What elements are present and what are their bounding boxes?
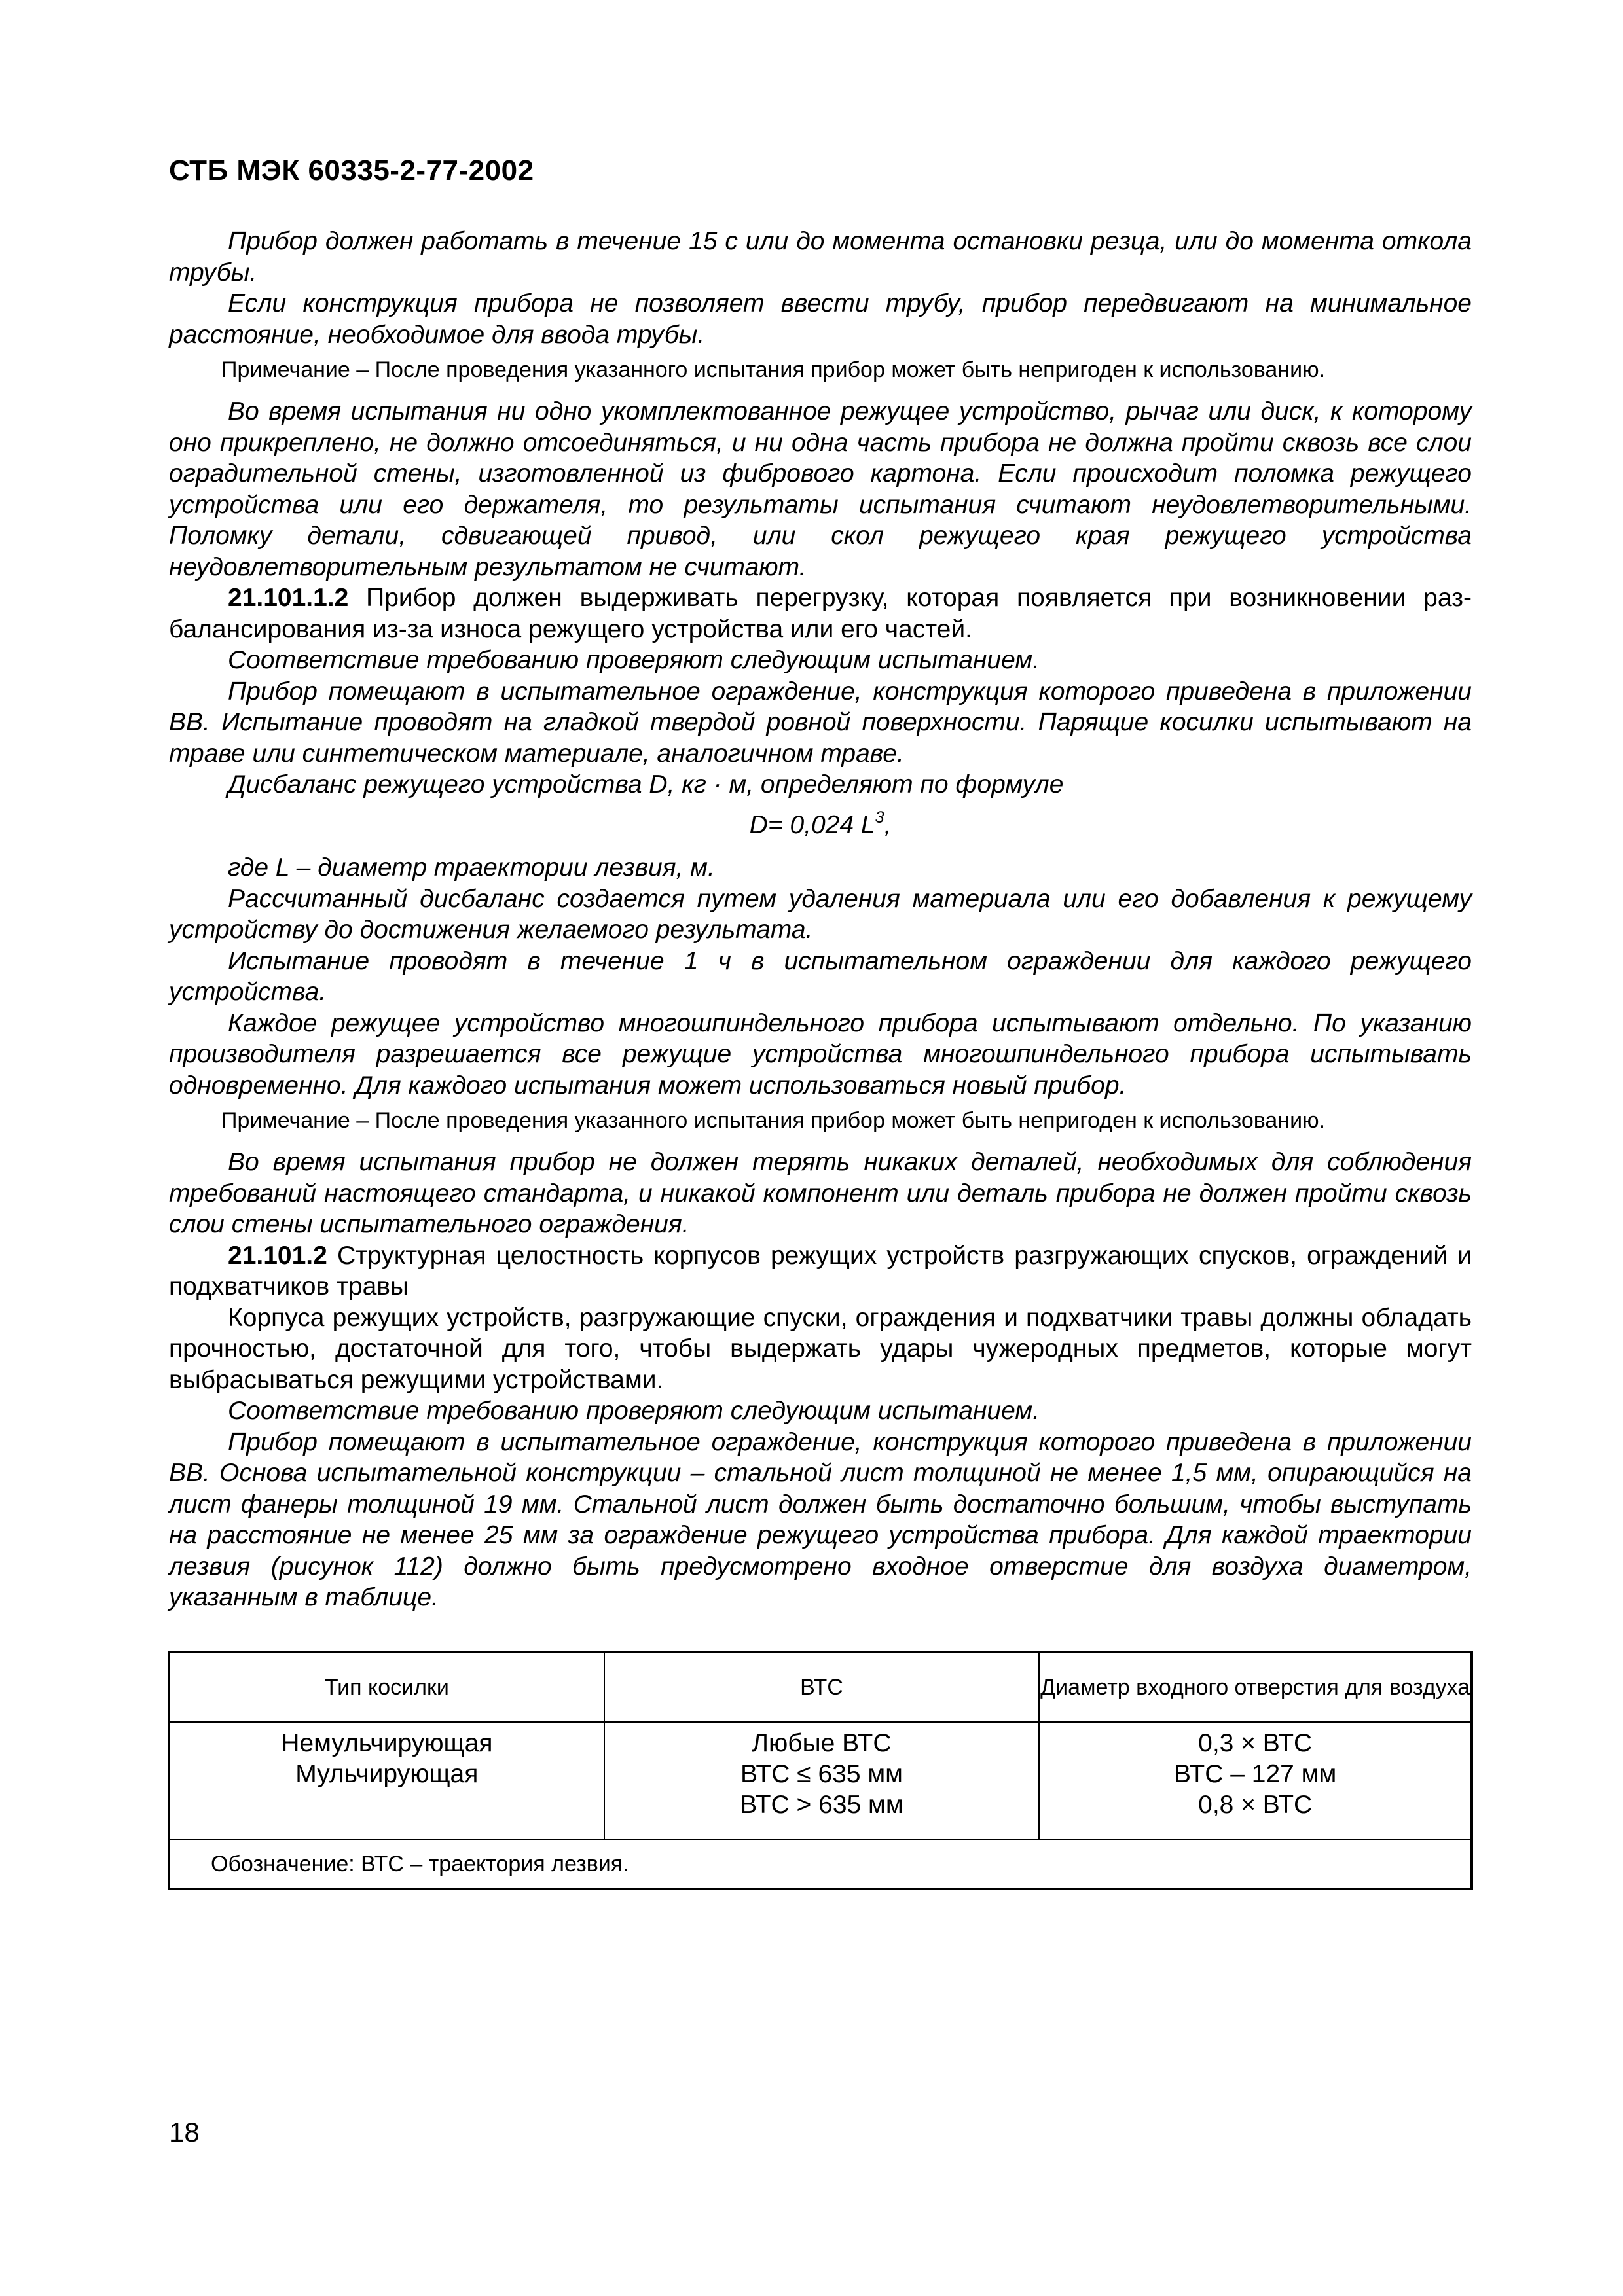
paragraph: Во время испытания ни одно укомплектованное режущее устройство, рычаг или диск, к которому оно прикреплено, не должно отсоединяться, и ни одна часть прибора не должна пройти сквозь все слои оградительной стены, изготовленной из фибрового картона. Если происходит поломка режущего устройства или его держателя, то результаты испытания считают неудовлетворительными. Поломку детали, сдвигающей привод, или скол режущего края режущего устройства неудовлетворительным результатом не считают.	[169, 397, 1472, 581]
clause-number: 21.101.1.2	[228, 584, 349, 612]
table-header-cell: Диаметр входного отверстия для воздуха	[1039, 1652, 1472, 1722]
clause-number: 21.101.2	[228, 1241, 327, 1270]
table-footnote-row	[169, 1840, 1472, 1889]
table-cell-line: 0,8 × ВТС	[1198, 1791, 1313, 1819]
table-cell-line: Мульчирующая	[295, 1760, 479, 1788]
clause-paragraph	[169, 583, 1472, 645]
table-cell-line: ВТС – 127 мм	[1174, 1760, 1337, 1788]
table-cell-mower-type	[169, 1722, 604, 1840]
paragraph: Соответствие требованию проверяют следующим испытанием.	[228, 1397, 1040, 1425]
note: Примечание – После проведения указанного испытания прибор может быть непригоден к использованию.	[221, 1108, 1326, 1133]
paragraph: Корпуса режущих устройств, разгружающие спуски, ограждения и подхватчики травы должны обладать прочностью, достаточной для того, чтобы выдержать удары чужеродных предметов, которые могут выбрасываться режущими устройствами.	[169, 1303, 1472, 1394]
formula-tail: ,	[884, 810, 892, 839]
document-header: СТБ МЭК 60335-2-77-2002	[169, 154, 534, 187]
document-body	[169, 226, 1472, 1613]
air-inlet-table	[168, 1651, 1473, 1890]
formula-base: D= 0,024 L	[749, 810, 875, 839]
table-row	[169, 1722, 1472, 1840]
table-footnote: Обозначение: ВТС – траектория лезвия.	[169, 1840, 1472, 1889]
paragraph: Прибор помещают в испытательное ограждение, конструкция которого приведена в приложении ВВ. Основа испытательной конструкции – стальной лист толщиной не менее 1,5 мм, опирающийся на лист фанеры толщиной 19 мм. Стальной лист должен быть достаточно большим, чтобы выступать на расстояние не менее 25 мм за ограждение режущего устройства прибора. Для каждой траектории лезвия (рисунок 112) должно быть предусмотрено входное отверстие для воздуха диаметром, указанным в таблице.	[169, 1427, 1472, 1611]
table-cell-line: Немульчирующая	[281, 1729, 493, 1757]
paragraph: Рассчитанный дисбаланс создается путем удаления материала или его добавления к режущему устройству до достижения желаемого результата.	[169, 884, 1472, 944]
paragraph: Во время испытания прибор не должен терять никаких деталей, необходимых для соблюдения требований настоящего стандарта, и никакой компонент или деталь прибора не должен пройти сквозь слои стены испытательного ограждения.	[169, 1148, 1472, 1238]
paragraph: Соответствие требованию проверяют следующим испытанием.	[228, 646, 1040, 674]
table-header-cell: Тип косилки	[169, 1652, 604, 1722]
paragraph: Дисбаланс режущего устройства D, кг · м, определяют по формуле	[228, 770, 1064, 798]
table-cell-btc	[604, 1722, 1040, 1840]
table-cell-line: ВТС > 635 мм	[740, 1791, 903, 1819]
table-cell-diameter	[1039, 1722, 1472, 1840]
table-header-row	[169, 1652, 1472, 1722]
paragraph: Если конструкция прибора не позволяет ввести трубу, прибор передвигают на минимальное расстояние, необходимое для ввода трубы.	[169, 289, 1472, 349]
note: Примечание – После проведения указанного испытания прибор может быть непригоден к использованию.	[221, 357, 1326, 382]
paragraph: Каждое режущее устройство многошпиндельного прибора испытывают отдельно. По указанию производителя разрешается все режущие устройства многошпиндельного прибора испытывать одновременно. Для каждого испытания может использоваться новый прибор.	[169, 1009, 1472, 1100]
paragraph: Испытание проводят в течение 1 ч в испытательном ограждении для каждого режущего устройства.	[169, 946, 1472, 1006]
formula-exponent: 3	[875, 808, 884, 827]
table-header-cell: ВТС	[604, 1652, 1040, 1722]
paragraph: Прибор должен работать в течение 15 с или до момента остановки резца, или до момента откола трубы.	[169, 227, 1472, 287]
clause-paragraph	[169, 1240, 1472, 1302]
table-cell-line: ВТС ≤ 635 мм	[740, 1760, 903, 1788]
formula	[169, 810, 1472, 841]
table-cell-line: 0,3 × ВТС	[1198, 1729, 1313, 1757]
paragraph: Прибор помещают в испытательное ограждение, конструкция которого приведена в приложении ВВ. Испытание проводят на гладкой твердой ровной поверхности. Парящие косилки испытывают на траве или синтетическом материале, аналогичном траве.	[169, 677, 1472, 768]
table-cell-line: Любые ВТС	[752, 1729, 892, 1757]
clause-text: Структурная целостность корпусов режущих устройств разгружающих спусков, ограждений и подхватчиков травы	[169, 1241, 1472, 1300]
page-number: 18	[169, 2117, 200, 2147]
clause-text: Прибор должен выдерживать перегрузку, которая появляется при возникновении разбалансирования из-за износа режущего устройства или его частей.	[169, 584, 1472, 643]
paragraph: где L – диаметр траектории лезвия, м.	[228, 853, 715, 882]
